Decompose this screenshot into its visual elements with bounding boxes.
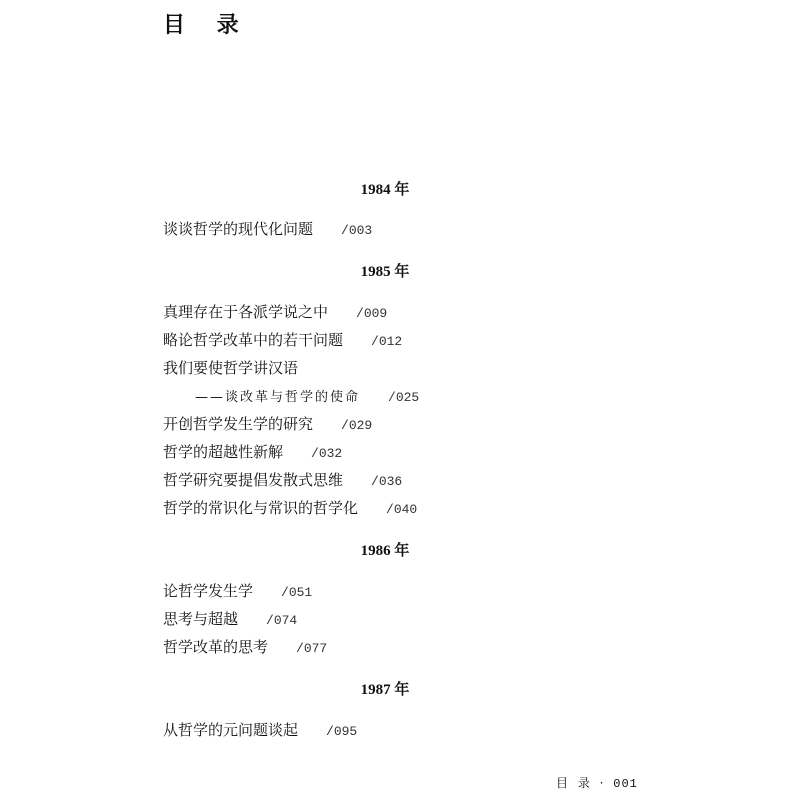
toc-entry[interactable]	[163, 413, 372, 434]
toc-entry-page: /009	[356, 306, 388, 321]
toc-entry-title: 思考与超越	[163, 610, 239, 628]
toc-entry-page: /012	[371, 334, 403, 349]
toc-entry-page: /095	[326, 724, 358, 739]
toc-entry-page: /040	[386, 502, 418, 517]
toc-entry-page: /051	[281, 585, 313, 600]
toc-entry-title: 哲学的常识化与常识的哲学化	[163, 499, 359, 517]
toc-entry-title: 哲学研究要提倡发散式思维	[163, 471, 344, 489]
toc-entry-page: /032	[311, 446, 343, 461]
toc-entry-title: 我们要使哲学讲汉语	[163, 359, 299, 377]
year-heading-1985: 1985 年	[360, 264, 410, 280]
toc-entry[interactable]	[163, 357, 298, 378]
toc-entry-page: /036	[371, 474, 403, 489]
toc-entry-title: 论哲学发生学	[163, 582, 254, 600]
page-footer	[556, 774, 638, 791]
toc-entry-page: /077	[296, 641, 328, 656]
toc-entry[interactable]	[163, 469, 402, 490]
year-heading-1984: 1984 年	[360, 182, 410, 198]
toc-entry[interactable]	[163, 636, 327, 657]
page-title: 目 录	[163, 13, 251, 38]
toc-entry[interactable]	[163, 497, 417, 518]
toc-entry-page: /003	[341, 223, 373, 238]
toc-entry-page: /074	[266, 613, 298, 628]
toc-entry-title: 略论哲学改革中的若干问题	[163, 331, 344, 349]
toc-entry-subtitle[interactable]	[195, 386, 419, 405]
toc-entry[interactable]	[163, 218, 372, 239]
toc-entry[interactable]	[163, 608, 297, 629]
toc-entry-title: 哲学改革的思考	[163, 638, 269, 656]
toc-entry[interactable]	[163, 329, 402, 350]
footer-page-number: 001	[613, 777, 638, 791]
toc-entry-title: 开创哲学发生学的研究	[163, 415, 314, 433]
toc-entry[interactable]	[163, 441, 342, 462]
toc-entry[interactable]	[163, 580, 312, 601]
toc-entry[interactable]	[163, 719, 357, 740]
year-heading-1986: 1986 年	[360, 543, 410, 559]
toc-entry-title: 真理存在于各派学说之中	[163, 303, 329, 321]
toc-entry-page: /029	[341, 418, 373, 433]
toc-subtitle-text: ——谈改革与哲学的使命	[195, 390, 361, 405]
toc-entry-page: /025	[388, 390, 420, 405]
toc-entry-title: 哲学的超越性新解	[163, 443, 284, 461]
footer-label: 目 录 ·	[556, 776, 607, 790]
year-heading-1987: 1987 年	[360, 682, 410, 698]
toc-entry[interactable]	[163, 301, 387, 322]
toc-entry-title: 谈谈哲学的现代化问题	[163, 220, 314, 238]
toc-entry-title: 从哲学的元问题谈起	[163, 721, 299, 739]
